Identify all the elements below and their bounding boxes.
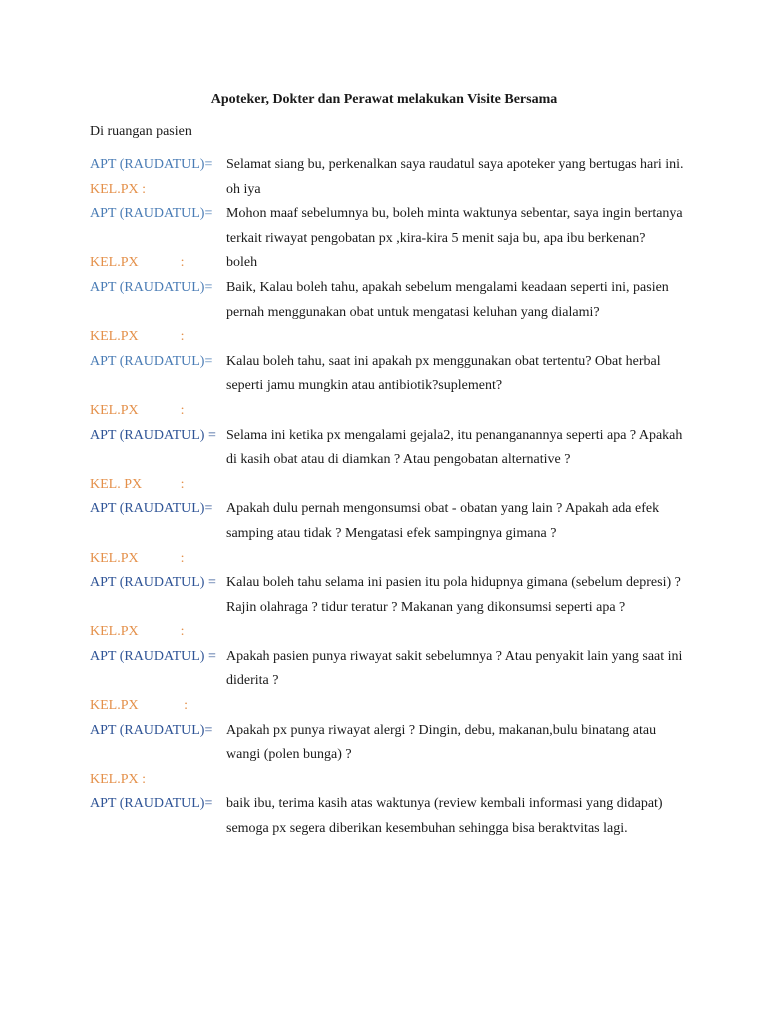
speaker-label: APT (RAUDATUL)= xyxy=(90,353,213,369)
speaker-label: KEL.PX : xyxy=(90,698,188,714)
dialog-line xyxy=(90,153,690,178)
dialog-line xyxy=(90,497,690,546)
dialog-line xyxy=(90,276,690,325)
speaker-label: APT (RAUDATUL)= xyxy=(90,796,213,812)
document-subtitle: Di ruangan pasien xyxy=(90,124,192,139)
speaker-label: KEL.PX : xyxy=(90,255,185,271)
dialog-line xyxy=(90,792,690,841)
dialog-line xyxy=(90,768,690,793)
dialog-text xyxy=(226,473,690,498)
speaker-label: KEL.PX : xyxy=(90,329,185,345)
dialog-line xyxy=(90,325,690,350)
dialog-text xyxy=(226,399,690,424)
dialog-line xyxy=(90,251,690,276)
dialog-line xyxy=(90,399,690,424)
dialog-text: boleh xyxy=(226,255,258,271)
dialog-text: Baik, Kalau boleh tahu, apakah sebelum mengalami keadaan seperti ini, pasien pernah menggunakan obat untuk mengatasi keluhan yang dialami? xyxy=(226,279,669,320)
dialog-line xyxy=(90,202,690,251)
speaker-label: KEL.PX : xyxy=(90,402,185,418)
speaker-label: KEL. PX : xyxy=(90,476,185,492)
dialog-line xyxy=(90,473,690,498)
speaker-label: KEL.PX : xyxy=(90,624,185,640)
dialog-text: Selama ini ketika px mengalami gejala2, itu penanganannya seperti apa ? Apakah di kasih obat atau di diamkan ? Atau pengobatan alternative ? xyxy=(226,427,683,468)
dialog-text: Apakah px punya riwayat alergi ? Dingin, debu, makanan,bulu binatang atau wangi (polen bunga) ? xyxy=(226,722,657,763)
dialog-line xyxy=(90,547,690,572)
dialog-line xyxy=(90,620,690,645)
dialog-text xyxy=(226,620,690,645)
document-title: Apoteker, Dokter dan Perawat melakukan Visite Bersama xyxy=(210,92,558,107)
speaker-label: KEL.PX : xyxy=(90,181,146,197)
dialog-text: Kalau boleh tahu, saat ini apakah px menggunakan obat tertentu? Obat herbal seperti jamu mungkin atau antibiotik?suplement? xyxy=(226,353,661,394)
dialog-list xyxy=(90,153,690,842)
dialog-text: oh iya xyxy=(226,181,261,197)
dialog-text xyxy=(226,694,690,719)
dialog-line xyxy=(90,694,690,719)
speaker-label: APT (RAUDATUL)= xyxy=(90,722,213,738)
dialog-line xyxy=(90,350,690,399)
dialog-text: Apakah dulu pernah mengonsumsi obat - obatan yang lain ? Apakah ada efek samping atau tidak ? Mengatasi efek sampingnya gimana ? xyxy=(226,501,660,541)
speaker-label: KEL.PX : xyxy=(90,771,146,787)
speaker-label: KEL.PX : xyxy=(90,550,185,566)
speaker-label: APT (RAUDATUL) = xyxy=(90,427,216,443)
dialog-text: Kalau boleh tahu selama ini pasien itu pola hidupnya gimana (sebelum depresi) ? Rajin olahraga ? tidur teratur ? Makanan yang dikonsumsi seperti apa ? xyxy=(226,575,681,615)
speaker-label: APT (RAUDATUL)= xyxy=(90,279,213,295)
dialog-text xyxy=(226,325,690,350)
dialog-text xyxy=(226,768,690,793)
dialog-text: baik ibu, terima kasih atas waktunya (review kembali informasi yang didapat) semoga px segera diberikan kesembuhan sehingga bisa beraktvitas lagi. xyxy=(226,796,663,837)
dialog-text: Selamat siang bu, perkenalkan saya raudatul saya apoteker yang bertugas hari ini. xyxy=(226,157,684,172)
speaker-label: APT (RAUDATUL)= xyxy=(90,157,213,172)
dialog-line xyxy=(90,424,690,473)
speaker-label: APT (RAUDATUL)= xyxy=(90,206,213,222)
dialog-text: Apakah pasien punya riwayat sakit sebelumnya ? Atau penyakit lain yang saat ini diderita ? xyxy=(226,648,683,689)
dialog-line xyxy=(90,178,690,203)
speaker-label: APT (RAUDATUL)= xyxy=(90,501,213,517)
speaker-label: APT (RAUDATUL) = xyxy=(90,648,216,664)
dialog-text: Mohon maaf sebelumnya bu, boleh minta waktunya sebentar, saya ingin bertanya terkait riwayat pengobatan px ,kira-kira 5 menit saja bu, apa ibu berkenan? xyxy=(226,206,683,246)
dialog-line xyxy=(90,645,690,694)
dialog-text xyxy=(226,547,690,572)
dialog-line xyxy=(90,571,690,620)
speaker-label: APT (RAUDATUL) = xyxy=(90,575,216,591)
dialog-line xyxy=(90,719,690,768)
